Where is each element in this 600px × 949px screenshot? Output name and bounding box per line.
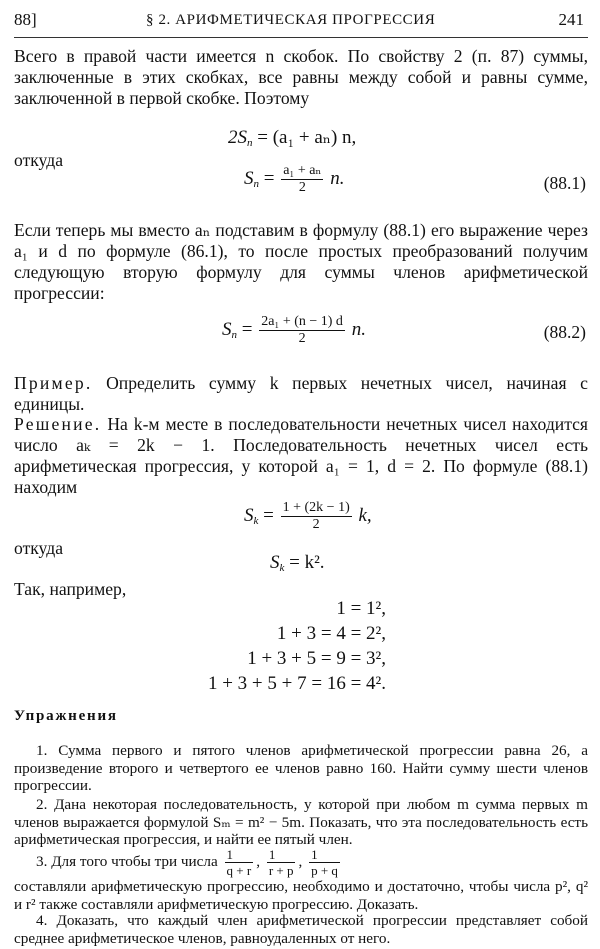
formula-88-1-tail: n. [330,167,345,189]
formula-88-1-eq: = [263,167,275,189]
identity-line: 1 + 3 + 5 = 9 = 3², [247,648,386,669]
exercise-3-fraction-2 [267,847,296,878]
section-title: § 2. АРИФМЕТИЧЕСКАЯ ПРОГРЕССИЯ [146,12,436,28]
solution-text: На k-м месте в последовательности нечетных чисел находится число aₖ = 2k − 1. Последовательность нечетных чисел есть арифметическая прогрессия, у которой a₁ = 1, d = 2. По формуле (88.1) находим [14,414,588,497]
exercise-1 [14,742,588,795]
exercise-3-end: составляли арифметическую прогрессию, необходимо и достаточно, чтобы числа p², q² и r² также составляли арифметическую прогрессию. Доказать. [14,878,588,913]
formula-sk-lhs: S [244,504,254,526]
word-otkuda-1: откуда [14,150,64,170]
exercise-2 [14,796,588,849]
equation-label-88-1: (88.1) [543,173,586,193]
solution-paragraph [14,414,588,498]
formula-sk-eq: = [263,504,274,526]
formula-sk-squared-rhs: = k². [289,552,325,573]
exercise-3-fraction-3-num: 1 [309,847,340,863]
formula-88-1-numerator: a₁ + aₙ [283,163,322,178]
formula-88-2-numerator: 2a₁ + (n − 1) d [261,314,343,329]
identity-line: 1 = 1², [336,598,386,619]
formula-88-1-fraction [281,163,323,196]
exercise-3-fraction-1-num: 1 [225,847,254,863]
equation-label-88-2: (88.2) [543,322,586,342]
formula-88-2-denominator: 2 [298,331,306,346]
exercise-4 [14,912,588,947]
exercise-1-text: 1. Сумма первого и пятого членов арифметической прогрессии равна 26, а произведение второго и четвертого ее членов равно 160. Найти сумму шести членов прогрессии. [14,742,588,794]
identity-line: 1 + 3 = 4 = 2², [276,623,386,644]
formula-88-2-eq: = [241,318,253,340]
exercise-3-fraction-1-den: q + r [226,863,252,879]
formula-sk-sub: k [253,514,259,527]
formula-88-2-fraction [259,314,345,347]
formula-88-1 [244,163,344,196]
exercise-3-line-1: 3. Для того чтобы три числа $\frac{1}{q + r}$ , $\frac{1}{r + p}$ , $\frac{1}{p + q}$ [36,847,338,879]
formula-sk [244,500,372,533]
formula-88-2-sub: n [231,328,237,341]
formula-88-1-lhs: S [244,167,254,189]
intro-example: Так, например, [14,579,127,599]
formula-88-1-denominator: 2 [298,180,306,195]
formula-88-2 [222,314,366,347]
exercise-3-fraction-3 [309,847,340,878]
example-paragraph [14,373,588,415]
formula-88-2-lhs: S [222,318,232,340]
formula-sk-denominator: 2 [312,517,320,532]
exercise-3-fraction-1 [225,847,254,878]
paragraph-number: 88] [14,10,37,29]
exercise-3-fraction-2-num: 1 [267,847,296,863]
exercise-3 [14,847,588,913]
formula-2sn-lhs: 2S [228,127,247,148]
identities-block [208,596,386,696]
formula-88-2-tail: n. [351,318,366,340]
formula-88-1-sub: n [253,177,259,190]
formula-2sn [228,126,356,149]
exercise-2-text: 2. Дана некоторая последовательность, у которой при любом m сумма первых m членов выражается формулой Sₘ = m² − 5m. Показать, что эта последовательность есть арифметическая прогрессия, и найти ее пятый член. [14,796,588,848]
header-rule [14,37,588,38]
paragraph-2: Если теперь мы вместо aₙ подставим в формулу (88.1) его выражение через a₁ и d по формуле (86.1), то после простых преобразований получим следующую вторую формулу для суммы членов арифметической прогрессии: [14,220,588,303]
page-header [14,10,588,34]
formula-sk-fraction [281,500,352,533]
solution-label: Решение. [14,414,102,434]
exercises-heading: Упражнения [14,708,118,724]
example-label: Пример. [14,373,93,393]
formula-sk-squared-sub: k [279,562,285,574]
paragraph-1: Всего в правой части имеется n скобок. По свойству 2 (п. 87) суммы, заключенные в этих скобках, все равны между собой и равны сумме, заключенной в первой скобке. Поэтому [14,46,588,108]
exercise-3-fraction-3-den: p + q [311,863,338,879]
page-number: 241 [558,10,584,29]
identity-line: 1 + 3 + 5 + 7 = 16 = 4². [207,673,386,694]
formula-sk-tail: k, [358,504,372,526]
formula-2sn-rhs: = (a₁ + aₙ) n, [252,127,357,148]
formula-sk-squared [270,552,325,574]
exercise-3-fraction-2-den: r + p [268,863,294,879]
example-text: Определить сумму k первых нечетных чисел, начиная с единицы. [14,373,588,414]
formula-sk-numerator: 1 + (2k − 1) [282,500,350,515]
formula-2sn-sub: n [247,137,253,149]
word-otkuda-2: откуда [14,538,64,558]
exercise-4-text: 4. Доказать, что каждый член арифметической прогрессии представляет собой среднее арифметическое членов, равноудаленных от него. [14,912,588,947]
exercise-3-start: 3. Для того чтобы три числа [36,853,218,870]
formula-sk-squared-lhs: S [270,552,280,573]
